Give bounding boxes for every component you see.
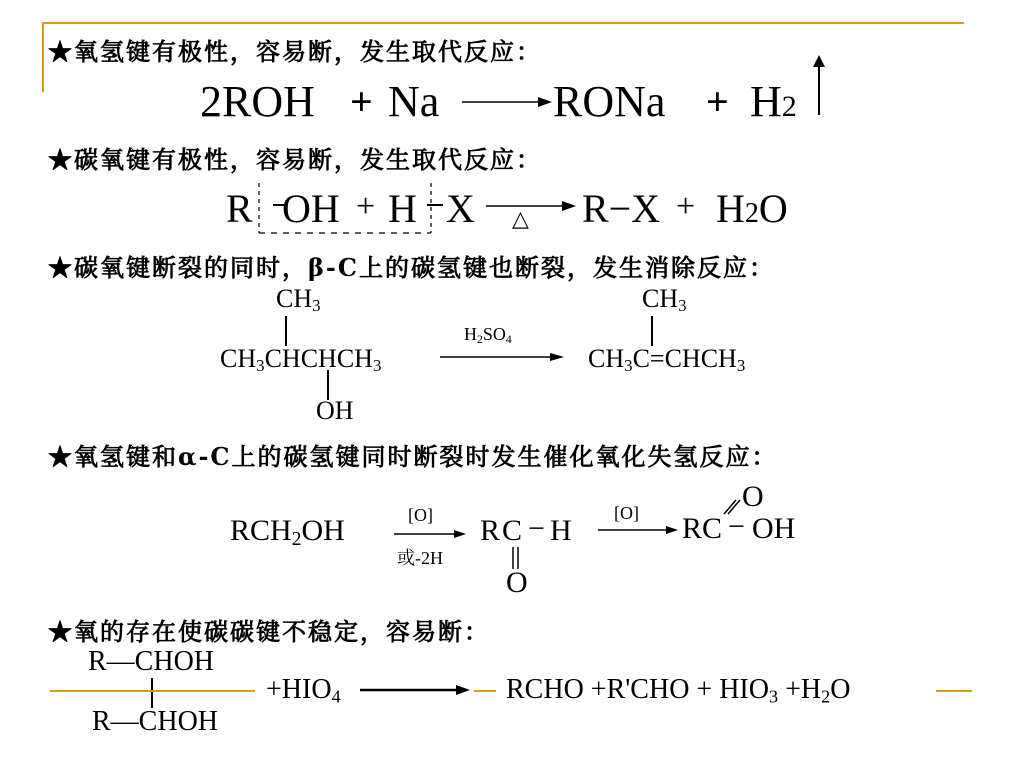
gas-up-arrow-icon [812,55,826,117]
eq2-h: H [388,186,417,231]
eq3-catalyst: $H_2SO_4$ [464,324,512,346]
eq4-reactant: $RCH_2OH$ [230,514,345,550]
eq5-diol-top: R—CHOH [88,646,215,677]
eq4-acid-rc: RC [682,512,723,545]
eq4-condition-top-2: [O] [614,503,639,523]
eq2-cleavage-marks [255,183,455,235]
eq4-acid-o: O [742,480,764,513]
eq2-water: H2O [716,186,788,231]
eq5-diol-bond [148,678,156,710]
eq1-gas: H2 [750,77,797,126]
eq2-oh: OH [282,186,340,231]
eq1-product: RONa [553,77,666,126]
eq4-condition-bottom-1: 或-2H [397,548,443,568]
footer-accent-line-mid [474,690,496,692]
eq4-arrow-2 [598,525,678,535]
eq3-arrow [440,351,564,363]
footer-accent-line-right [936,690,972,692]
eq3-left-bonds [280,316,340,406]
eq3-left-chain: $CH_3CHCHCH_3$ [220,344,382,376]
eq4-acid-bond: − [728,510,745,543]
eq5-reagent: $+HIO_4$ [266,674,341,707]
eq3-left-hydroxyl: OH [316,396,354,425]
eq2-arrow [486,200,576,212]
heat-delta-icon: △ [512,206,529,231]
eq4-aldehyde-r: R [480,514,501,547]
eq5-products: RCHO $+R'CHO + HIO_3 +H_2O$ [506,674,851,707]
eq4-acid-oh: OH [752,512,796,545]
eq2-rx: R−X [582,186,661,231]
eq5-diol-bottom: R—CHOH [92,706,219,737]
eq5-arrow [360,684,470,696]
footer-accent-line-left [50,690,255,692]
eq4-aldehyde-bond: − [528,512,545,545]
eq2-x: X [446,186,475,231]
eq2-plus: + [356,188,376,225]
top-accent-line [44,22,964,24]
eq4-arrow-1 [394,529,466,539]
heading-oxidation: ★氧氢键和α-C上的碳氢键同时断裂时发生催化氧化失氢反应： [48,442,778,471]
eq4-aldehyde-o: O [506,566,528,599]
eq1-plus-2: + [706,79,729,124]
eq4-acid-double-bond [722,498,742,516]
eq4-aldehyde-h: H [550,514,572,547]
eq4-aldehyde-c: C [502,514,523,547]
left-accent-line [42,22,44,92]
eq3-right-bond [646,316,660,350]
eq1-arrow [462,96,552,108]
eq1-reactant: 2ROH [200,77,315,126]
eq3-left-methyl: $CH_3$ [276,284,321,316]
eq1-reagent: Na [388,77,440,126]
heading-substitution-co: ★碳氧键有极性，容易断，发生取代反应： [48,145,542,174]
eq4-condition-top-1: [O] [408,505,433,525]
heading-cc-cleavage: ★氧的存在使碳碳键不稳定，容易断： [48,617,490,646]
eq2-plus-2: + [676,188,696,225]
eq3-right-methyl: $CH_3$ [642,284,687,316]
heading-elimination: ★碳氧键断裂的同时，β-C上的碳氢键也断裂，发生消除反应： [48,253,775,282]
eq3-right-chain: $CH_3C=CHCH_3$ [588,344,746,376]
eq2-r: R [226,186,253,231]
eq1-plus: + [350,79,373,124]
heading-substitution-oh: ★氧氢键有极性，容易断，发生取代反应： [48,37,542,66]
